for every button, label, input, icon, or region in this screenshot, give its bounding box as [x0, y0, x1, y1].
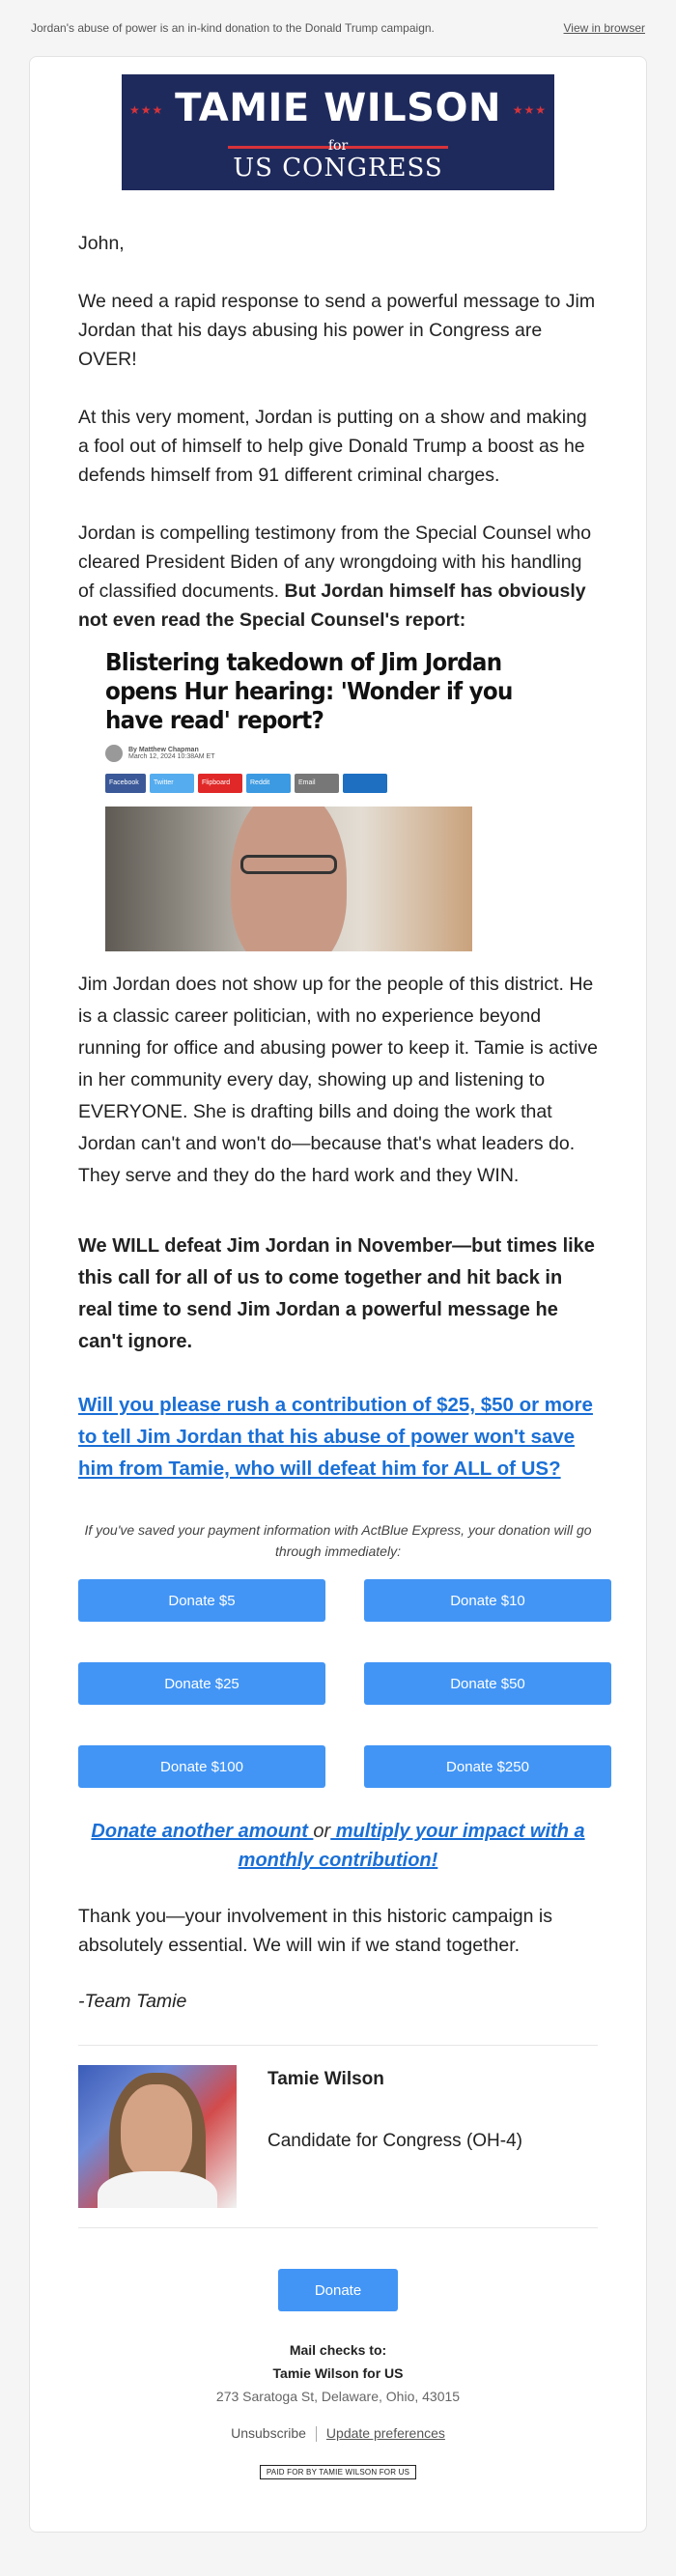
candidate-shirt	[98, 2171, 217, 2208]
photo-subject	[231, 807, 347, 951]
paragraph-2: At this very moment, Jordan is putting on a show and making a fool out of himself to help give Donald Trump a boost as he defends himself from 91 different criminal charges.	[78, 407, 587, 486]
share-reddit-button: Reddit	[246, 774, 291, 793]
donate-250-button[interactable]: Donate $250	[364, 1745, 611, 1788]
footer-separator	[316, 2426, 317, 2442]
article-photo	[105, 807, 472, 951]
article-byline	[105, 745, 492, 762]
paragraph-5: We WILL defeat Jim Jordan in November—but times like this call for all of us to come together and hit back in real time to send Jim Jordan a powerful message he can't ignore.	[78, 1235, 595, 1352]
paid-for-disclaimer: PAID FOR BY TAMIE WILSON FOR US	[260, 2465, 416, 2479]
logo-for-text: for	[327, 138, 349, 154]
mail-org-name: Tamie Wilson for US	[272, 2365, 404, 2381]
candidate-face	[121, 2084, 192, 2181]
stars-left-icon: ★★★	[129, 103, 164, 117]
footer-donate-button[interactable]: Donate	[278, 2269, 398, 2311]
signature-name: Tamie Wilson	[268, 2069, 384, 2089]
donate-25-button[interactable]: Donate $25	[78, 1662, 325, 1705]
glasses-icon	[240, 855, 337, 874]
mailing-address: 273 Saratoga St, Delaware, Ohio, 43015	[215, 2389, 461, 2404]
paragraph-1: We need a rapid response to send a powerful message to Jim Jordan that his days abusing his power in Congress are OVER!	[78, 291, 596, 370]
author-avatar	[105, 745, 123, 762]
donate-100-button[interactable]: Donate $100	[78, 1745, 325, 1788]
bottom-spacer	[0, 2533, 676, 2576]
donate-button-grid	[78, 1579, 598, 1788]
email-footer	[78, 2269, 598, 2479]
share-buttons	[105, 774, 492, 793]
unsubscribe-link[interactable]: Unsubscribe	[231, 2425, 306, 2441]
email-top-bar	[0, 0, 676, 56]
signature-role: Candidate for Congress (OH-4)	[268, 2131, 522, 2151]
article-headline: Blistering takedown of Jim Jordan opens Hur hearing: 'Wonder if you have read' report?	[105, 648, 513, 734]
actblue-express-note: If you've saved your payment information with ActBlue Express, your donation will go through immediately:	[84, 1522, 592, 1559]
article-author: By Matthew Chapman	[128, 747, 199, 753]
footer-links	[78, 2425, 598, 2442]
thank-you-paragraph: Thank you—your involvement in this historic campaign is absolutely essential. We will win if we stand together.	[78, 1906, 552, 1956]
donate-10-button[interactable]: Donate $10	[364, 1579, 611, 1622]
campaign-logo-banner	[122, 74, 554, 190]
signature-info	[268, 2065, 522, 2208]
divider-top	[78, 2045, 598, 2046]
donate-50-button[interactable]: Donate $50	[364, 1662, 611, 1705]
view-in-browser-link[interactable]: View in browser	[563, 21, 645, 35]
candidate-photo	[78, 2065, 237, 2208]
article-date: March 12, 2024 10:38AM ET	[128, 753, 215, 760]
preheader-notice: Jordan's abuse of power is an in-kind donation to the Donald Trump campaign.	[31, 21, 435, 35]
donate-another-amount-link[interactable]: Donate another amount	[91, 1821, 314, 1842]
donate-cta-link[interactable]: Will you please rush a contribution of $25, $50 or more to tell Jim Jordan that his abuse of power won't save him from Tamie, who will defeat him for ALL of US?	[78, 1394, 593, 1480]
signoff: -Team Tamie	[78, 1991, 187, 2012]
email-card	[29, 56, 647, 2533]
share-other-button	[343, 774, 387, 793]
monthly-contribution-link[interactable]: multiply your impact with a monthly contribution!	[238, 1821, 585, 1871]
share-twitter-button: Twitter	[150, 774, 194, 793]
signature-block	[78, 2065, 598, 2208]
stars-right-icon: ★★★	[512, 103, 547, 117]
paragraph-4: Jim Jordan does not show up for the people of this district. He is a classic career politician, with no experience beyond running for office and abusing power to keep it. Tamie is active in her community every day, showing up and listening to EVERYONE. She is drafting bills and doing the work that Jordan can't and won't do—because that's what leaders do. They serve and they do the hard work and they WIN.	[78, 974, 599, 1186]
mail-checks-label	[78, 2338, 598, 2385]
or-text: or	[313, 1821, 331, 1842]
share-email-button: Email	[295, 774, 339, 793]
logo-office-text: US CONGRESS	[233, 154, 443, 183]
share-facebook-button: Facebook	[105, 774, 146, 793]
donate-5-button[interactable]: Donate $5	[78, 1579, 325, 1622]
paragraph-3-bold: But Jordan himself has obviously not even read the Special Counsel's report:	[78, 580, 586, 631]
article-screenshot[interactable]	[105, 648, 513, 951]
update-preferences-link[interactable]: Update preferences	[325, 2425, 445, 2441]
alternate-donation-links	[78, 1817, 598, 1875]
share-flipboard-button: Flipboard	[198, 774, 242, 793]
paragraph-3-text: Jordan is compelling testimony from the Special Counsel who cleared President Biden of any wrongdoing with his handling of classified documents.	[78, 523, 592, 602]
divider-bottom	[78, 2227, 598, 2228]
mail-label-text: Mail checks to:	[289, 2342, 387, 2358]
candidate-name-logo: TAMIE WILSON	[175, 86, 501, 130]
greeting: John,	[78, 233, 125, 254]
paragraph-3	[78, 519, 598, 635]
